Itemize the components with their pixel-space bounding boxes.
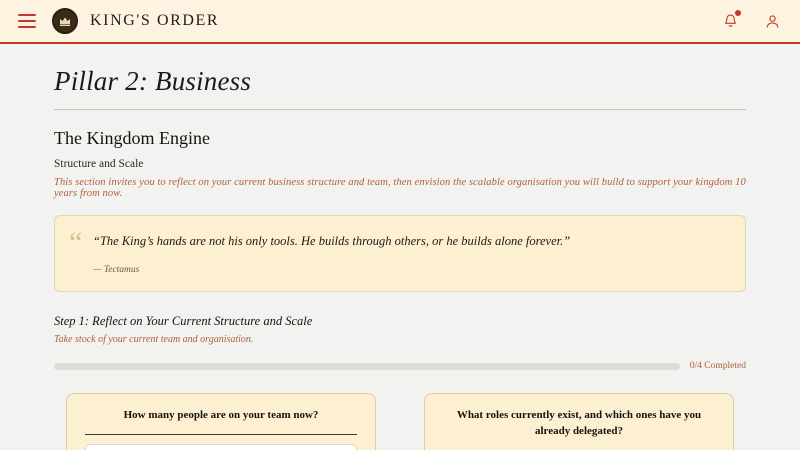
user-icon[interactable]	[762, 11, 782, 31]
question-title: How many people are on your team now?	[123, 409, 319, 421]
topbar-actions	[720, 11, 782, 31]
progress-row	[54, 361, 746, 371]
quote-card	[54, 215, 746, 292]
step-description: Take stock of your current team and organisation.	[54, 334, 254, 345]
hamburger-menu-icon[interactable]	[18, 14, 36, 28]
brand-title: KING'S ORDER	[90, 12, 220, 29]
question-answer-input[interactable]	[85, 444, 357, 450]
progress-bar	[54, 363, 680, 370]
section-description: This section invites you to reflect on your current business structure and team, then envision the scalable organisation you will build to support your kingdom 10 years from now.	[54, 177, 746, 199]
quote-text: “The King’s hands are not his only tools. He builds through others, or he builds alone forever.”	[93, 234, 571, 248]
section-title: The Kingdom Engine	[54, 128, 210, 148]
question-card	[424, 393, 734, 450]
progress-label: 0/4 Completed	[689, 361, 746, 371]
bell-icon[interactable]	[720, 11, 740, 31]
quote-author: — Tectamus	[93, 265, 140, 275]
question-card-list	[0, 393, 800, 450]
step-title: Step 1: Reflect on Your Current Structure and Scale	[54, 314, 313, 328]
page-title: Pillar 2: Business	[54, 66, 252, 96]
title-divider	[54, 109, 746, 110]
notification-badge-dot	[735, 10, 741, 16]
top-navigation-bar	[0, 0, 800, 44]
question-card	[66, 393, 376, 450]
question-title: What roles currently exist, and which ones have you already delegated?	[456, 409, 702, 437]
question-divider	[85, 434, 357, 435]
quote-mark-icon: “	[69, 226, 83, 259]
crown-seal-icon	[52, 8, 78, 34]
page-content	[0, 44, 800, 371]
section-subtitle: Structure and Scale	[54, 158, 144, 170]
